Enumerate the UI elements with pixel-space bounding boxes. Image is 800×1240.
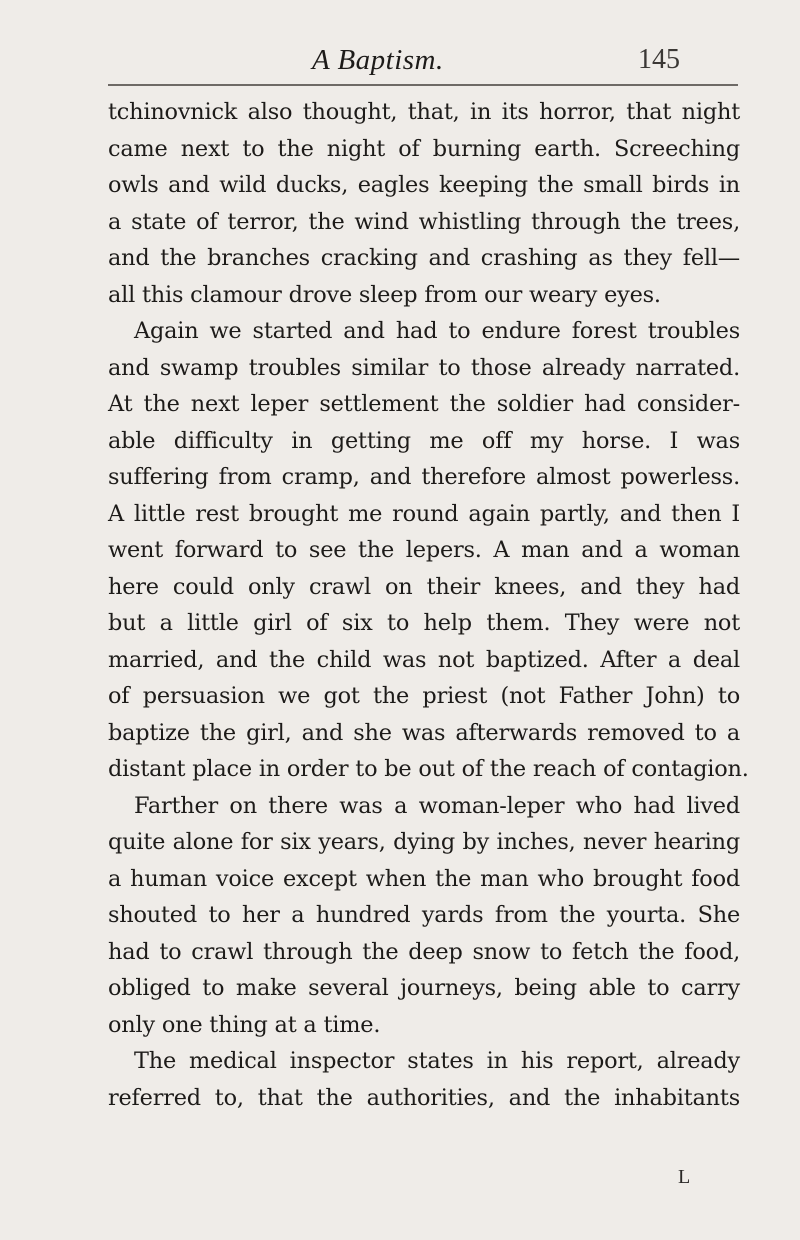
body-text [108,94,749,1116]
text-line: obliged to make several journeys, being able to carry [108,975,740,1001]
text-line: of persuasion we got the priest (not Father John) to [108,683,740,709]
text-line: shouted to her a hundred yards from the yourta. She [108,902,740,928]
text-line: and swamp troubles similar to those already narrated. [108,354,740,381]
text-line: but a little girl of six to help them. They were not [108,610,740,636]
text-line: came next to the night of burning earth. Screeching [108,135,740,162]
signature-mark: L [678,1166,691,1188]
running-head [0,44,800,78]
text-line: Again we started and had to endure forest troubles [134,318,740,344]
text-line: able difficulty in getting me off my horse. I was [108,427,740,454]
text-line: and the branches cracking and crashing as they fell— [108,245,740,271]
text-line: a human voice except when the man who brought food [108,865,740,892]
running-head-title: A Baptism. [312,44,444,76]
text-line: owls and wild ducks, eagles keeping the small birds in [108,172,740,198]
header-rule [108,84,738,86]
text-line: A little rest brought me round again partly, and then I [108,500,740,527]
text-line: distant place in order to be out of the reach of contagion. [108,756,749,782]
text-line: all this clamour drove sleep from our weary eyes. [108,281,661,308]
text-line: a state of terror, the wind whistling through the trees, [108,208,740,235]
text-line: referred to, that the authorities, and the inhabitants [108,1084,740,1111]
text-line: had to crawl through the deep snow to fetch the food, [108,938,740,965]
text-line: suffering from cramp, and therefore almost powerless. [108,464,740,490]
text-line: here could only crawl on their knees, and they had [108,573,740,600]
text-line: tchinovnick also thought, that, in its horror, that night [108,99,740,125]
page-number: 145 [638,44,680,75]
text-line: baptize the girl, and she was afterwards removed to a [108,719,740,746]
text-line: At the next leper settlement the soldier had consider- [108,391,740,417]
text-line: Farther on there was a woman-leper who had lived [134,792,740,819]
text-line: married, and the child was not baptized. After a deal [108,646,740,673]
text-line: went forward to see the lepers. A man and a woman [108,537,740,563]
text-line: The medical inspector states in his report, already [134,1048,740,1074]
text-line: only one thing at a time. [108,1011,381,1038]
text-line: quite alone for six years, dying by inches, never hearing [108,829,740,855]
